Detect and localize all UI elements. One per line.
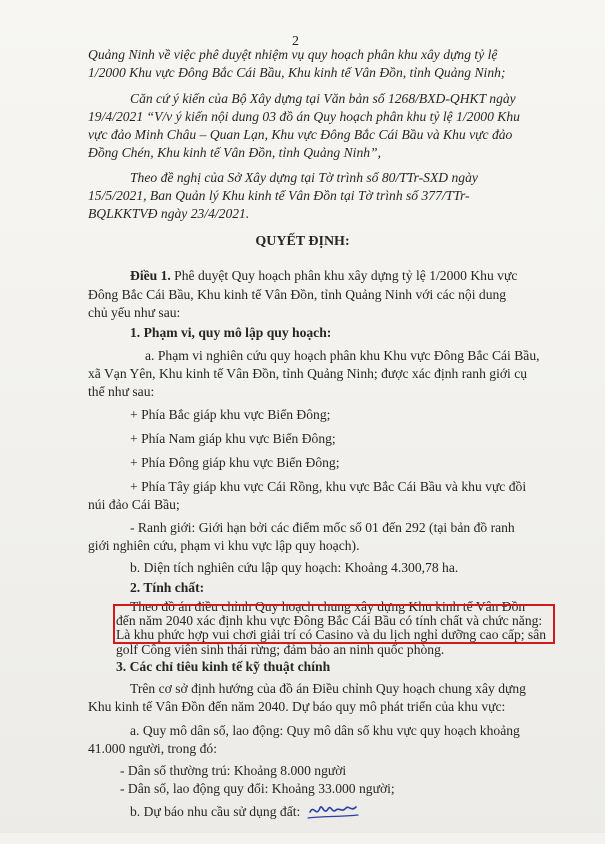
section-1-heading: 1. Phạm vi, quy mô lập quy hoạch: bbox=[130, 325, 332, 340]
preamble-line: Theo đề nghị của Sở Xây dựng tại Tờ trình số 80/TTr-SXD ngày bbox=[130, 170, 478, 185]
section-3-line: 41.000 người, trong đó: bbox=[88, 741, 217, 756]
section-2-line: Theo đồ án điều chỉnh Quy hoạch chung xây dựng Khu kinh tế Vân Đồn bbox=[130, 599, 526, 614]
section-3-line: Trên cơ sở định hướng của đồ án Điều chỉnh Quy hoạch chung xây dựng bbox=[130, 681, 526, 696]
decision-title: QUYẾT ĐỊNH: bbox=[255, 234, 350, 249]
section-3-line: Khu kinh tế Vân Đồn đến năm 2040. Dự báo quy mô phát triển của khu vực: bbox=[88, 699, 506, 714]
section-2-line: đến năm 2040 xác định khu vực Đông Bắc Cái Bầu có tính chất và chức năng: bbox=[116, 613, 543, 628]
section-1-line: - Ranh giới: Giới hạn bởi các điểm mốc số 01 đến 292 (tại bản đồ ranh bbox=[130, 520, 515, 535]
article-1-line bbox=[130, 268, 517, 284]
section-1-line: xã Vạn Yên, Khu kinh tế Vân Đồn, tỉnh Quảng Ninh; được xác định ranh giới cụ bbox=[88, 366, 528, 381]
article-1-text: Phê duyệt Quy hoạch phân khu xây dựng tỷ lệ 1/2000 Khu vực bbox=[170, 268, 518, 283]
section-1-line: b. Diện tích nghiên cứu lập quy hoạch: Khoảng 4.300,78 ha. bbox=[130, 560, 459, 575]
section-3-line: - Dân số, lao động quy đổi: Khoảng 33.000 người; bbox=[120, 781, 395, 796]
preamble-line: 1/2000 Khu vực Đông Bắc Cái Bầu, Khu kinh tế Vân Đồn, tỉnh Quảng Ninh; bbox=[88, 65, 506, 80]
article-1-label: Điều 1. bbox=[130, 268, 171, 283]
preamble-line: vực đảo Minh Châu – Quan Lạn, Khu vực Đông Bắc Cái Bầu và Khu vực đảo bbox=[88, 127, 513, 142]
section-1-line: + Phía Nam giáp khu vực Biển Đông; bbox=[130, 431, 336, 446]
section-3-line: b. Dự báo nhu cầu sử dụng đất: bbox=[130, 804, 301, 819]
preamble-line: 19/4/2021 “V/v ý kiến nội dung 03 đồ án Quy hoạch phân khu tỷ lệ 1/2000 Khu bbox=[88, 109, 520, 124]
handwritten-initial bbox=[304, 794, 364, 844]
article-1-line: chủ yếu như sau: bbox=[88, 305, 181, 320]
section-3-heading: 3. Các chỉ tiêu kinh tế kỹ thuật chính bbox=[116, 659, 331, 674]
preamble-line: 15/5/2021, Ban Quản lý Khu kinh tế Vân Đồn tại Tờ trình số 377/TTr- bbox=[88, 188, 470, 203]
preamble-line: Căn cứ ý kiến của Bộ Xây dựng tại Văn bản số 1268/BXD-QHKT ngày bbox=[130, 91, 516, 106]
section-1-line: núi đảo Cái Bầu; bbox=[88, 497, 180, 512]
section-1-line: + Phía Đông giáp khu vực Biển Đông; bbox=[130, 455, 340, 470]
section-3-line: a. Quy mô dân số, lao động: Quy mô dân số khu vực quy hoạch khoảng bbox=[130, 723, 520, 738]
preamble-line: Đồng Chén, Khu kinh tế Vân Đồn, tỉnh Quảng Ninh”, bbox=[88, 145, 382, 160]
section-2-heading: 2. Tính chất: bbox=[130, 580, 205, 595]
highlight-box bbox=[113, 604, 555, 644]
section-1-line: thể như sau: bbox=[88, 384, 155, 399]
page-number: 2 bbox=[292, 34, 299, 49]
preamble-line: BQLKKTVĐ ngày 23/4/2021. bbox=[88, 206, 250, 221]
section-1-line: a. Phạm vi nghiên cứu quy hoạch phân khu Khu vực Đông Bắc Cái Bầu, bbox=[145, 348, 540, 363]
section-2-line: golf Công viên sinh thái rừng; đảm bảo an ninh quốc phòng. bbox=[116, 642, 445, 657]
section-1-line: giới nghiên cứu, phạm vi khu vực lập quy hoạch). bbox=[88, 538, 360, 553]
section-1-line: + Phía Bắc giáp khu vực Biển Đông; bbox=[130, 407, 331, 422]
section-3-line: - Dân số thường trú: Khoảng 8.000 người bbox=[120, 763, 347, 778]
preamble-line: Quảng Ninh về việc phê duyệt nhiệm vụ quy hoạch phân khu xây dựng tỷ lệ bbox=[88, 47, 498, 62]
section-1-line: + Phía Tây giáp khu vực Cái Rồng, khu vực Bắc Cái Bầu và khu vực đồi bbox=[130, 479, 527, 494]
section-2-line: Là khu phức hợp vui chơi giải trí có Casino và du lịch nghỉ dưỡng cao cấp; sân bbox=[116, 627, 547, 642]
article-1-line: Đông Bắc Cái Bầu, Khu kinh tế Vân Đồn, tỉnh Quảng Ninh với các nội dung bbox=[88, 287, 507, 302]
